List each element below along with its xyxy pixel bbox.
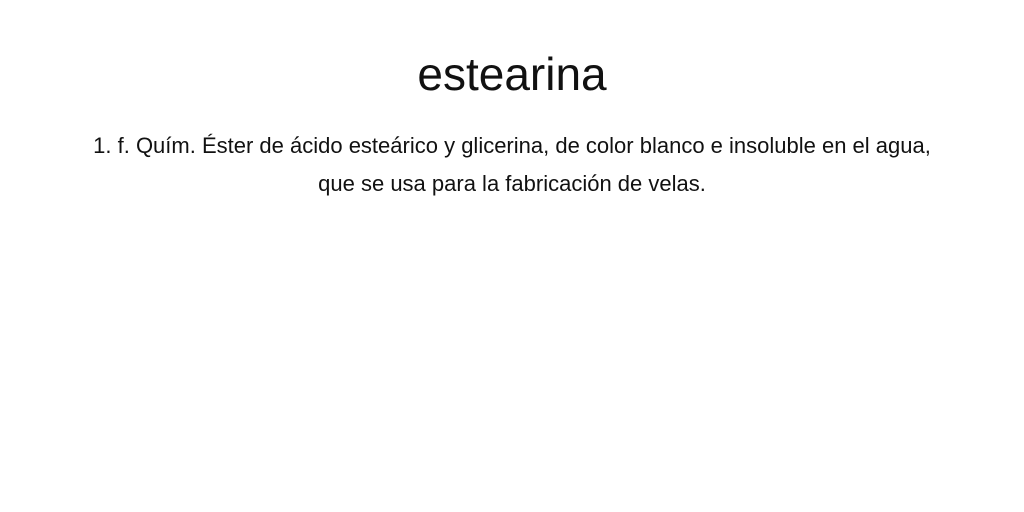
headword-title: estearina	[417, 48, 607, 100]
definition-text: 1. f. Quím. Éster de ácido esteárico y glicerina, de color blanco e insoluble en el agua, que se usa para la fabricación de velas.	[93, 133, 931, 196]
